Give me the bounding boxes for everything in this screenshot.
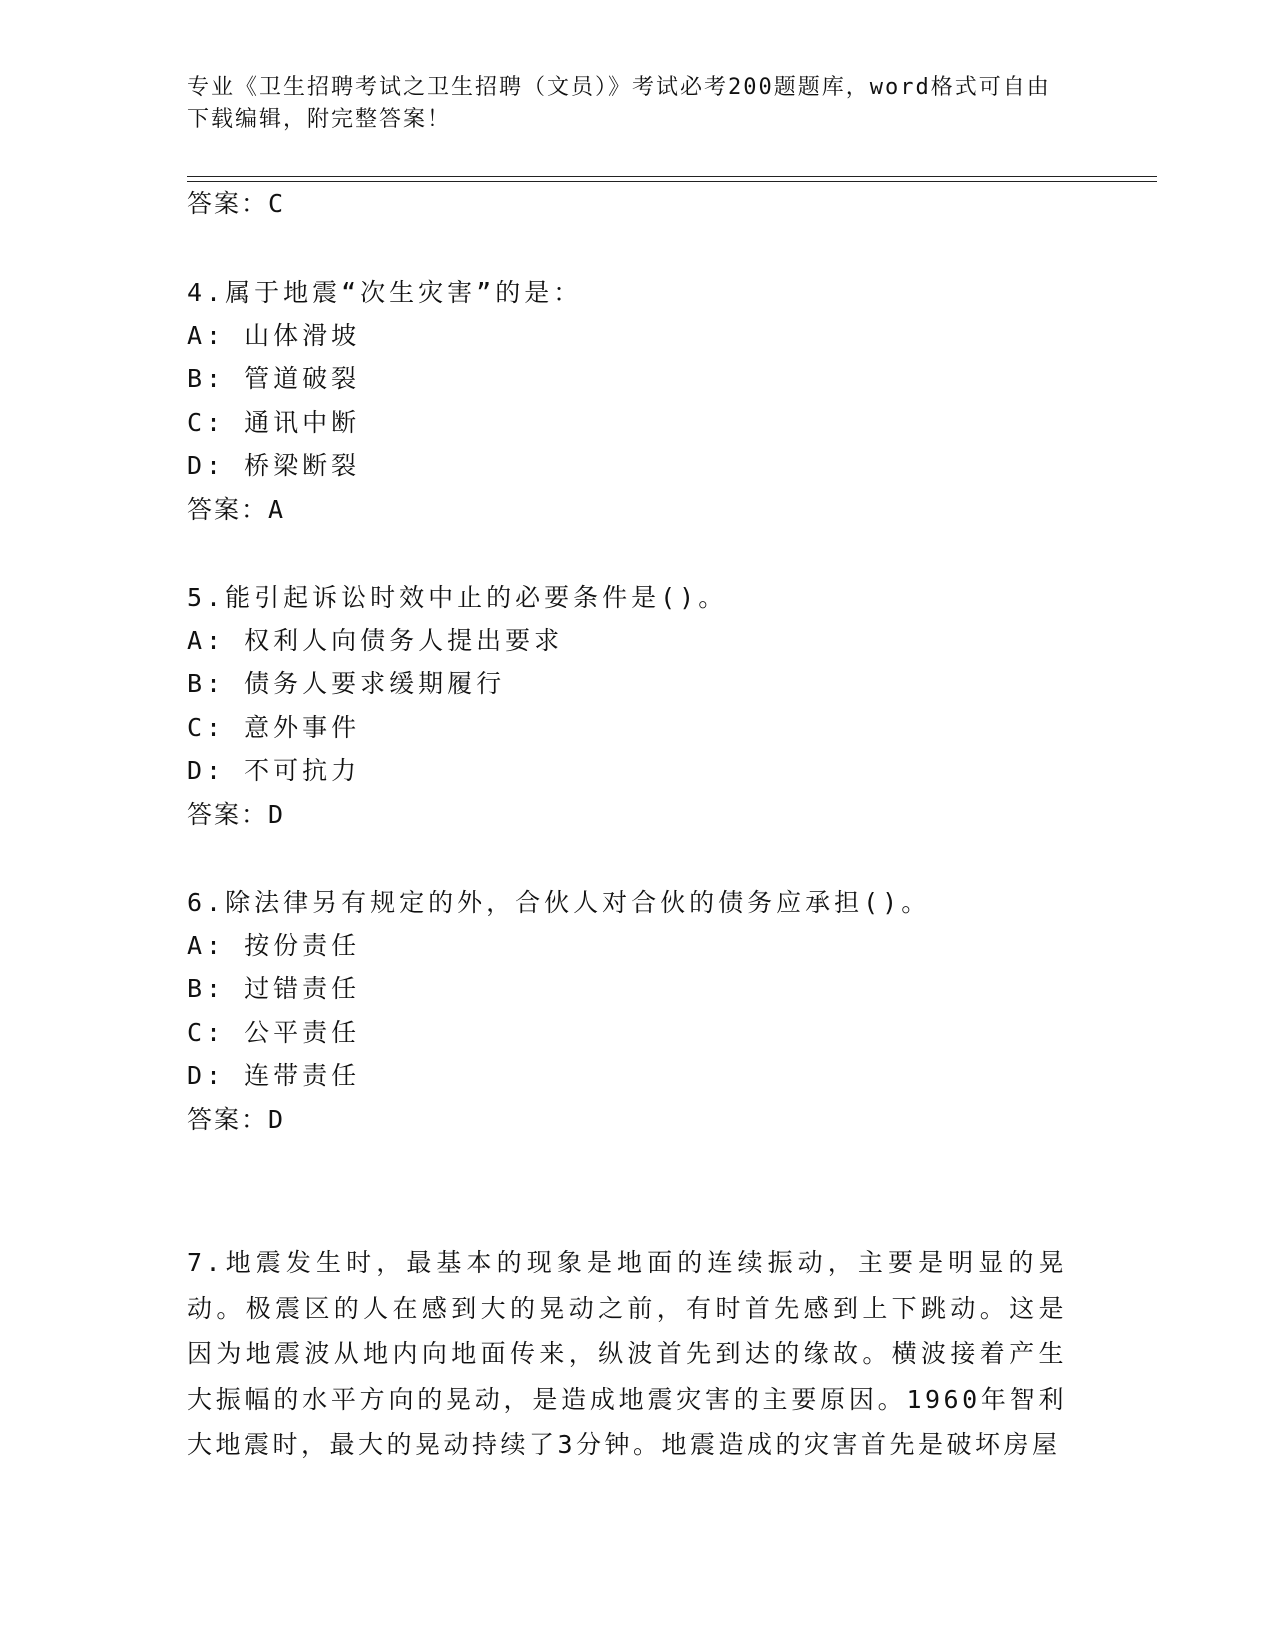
option-5c: C: 意外事件 [187, 713, 361, 742]
option-6b: B: 过错责任 [187, 974, 361, 1003]
option-5d: D: 不可抗力 [187, 756, 361, 785]
option-5a: A: 权利人向债务人提出要求 [187, 626, 564, 655]
answer-q4: 答案：A [187, 495, 286, 524]
question-stem-6: 6.除法律另有规定的外，合伙人对合伙的债务应承担()。 [187, 888, 931, 917]
option-6c: C: 公平责任 [187, 1018, 361, 1047]
option-4b: B: 管道破裂 [187, 364, 361, 393]
option-5b: B: 债务人要求缓期履行 [187, 669, 506, 698]
answer-q3: 答案：C [187, 189, 286, 218]
document-header: 专业《卫生招聘考试之卫生招聘（文员）》考试必考200题题库，word格式可自由下载编辑，附完整答案！ [187, 75, 1051, 132]
answer-q6: 答案：D [187, 1105, 286, 1134]
option-6d: D: 连带责任 [187, 1061, 361, 1090]
header-divider-bottom [187, 181, 1157, 182]
option-4d: D: 桥梁断裂 [187, 451, 361, 480]
header-divider-top [187, 176, 1157, 177]
option-4c: C: 通讯中断 [187, 408, 361, 437]
question-stem-7: 7.地震发生时，最基本的现象是地面的连续振动，主要是明显的晃动。极震区的人在感到大的晃动之前，有时首先感到上下跳动。这是因为地震波从地内向地面传来，纵波首先到达的缘故。横波接着产生大振幅的水平方向的晃动，是造成地震灾害的主要原因。1960年智利大地震时，最大的晃动持续了3分钟。地震造成的灾害首先是破坏房屋 [187, 1248, 1067, 1459]
answer-q5: 答案：D [187, 800, 286, 829]
option-4a: A: 山体滑坡 [187, 321, 361, 350]
question-stem-4: 4.属于地震“次生灾害”的是： [187, 278, 583, 307]
option-6a: A: 按份责任 [187, 931, 361, 960]
question-stem-5: 5.能引起诉讼时效中止的必要条件是()。 [187, 583, 728, 612]
